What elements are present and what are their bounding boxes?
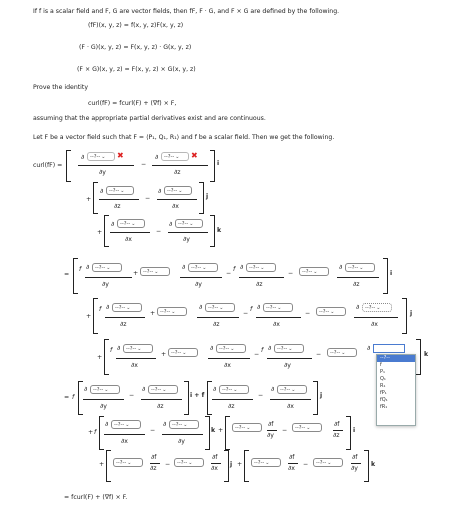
fraction-bar bbox=[211, 463, 221, 464]
right-bracket bbox=[205, 416, 210, 450]
fraction-bar bbox=[150, 463, 160, 464]
fraction-bar bbox=[197, 317, 239, 318]
answer-dropdown[interactable]: --?--⌄ bbox=[292, 423, 322, 432]
menu-option[interactable]: R₁ bbox=[380, 383, 386, 389]
fraction-bar bbox=[256, 317, 301, 318]
minus-sign: − bbox=[288, 270, 294, 277]
answer-dropdown[interactable]: --?--⌄ bbox=[117, 219, 145, 228]
unit-vector-j: j bbox=[206, 193, 209, 200]
fraction-bar bbox=[180, 277, 222, 278]
fraction-bar bbox=[212, 399, 253, 400]
partial-symbol: ∂ bbox=[199, 304, 203, 311]
denominator: ∂x bbox=[224, 362, 231, 369]
denominator: ∂x bbox=[211, 465, 218, 472]
fraction-bar bbox=[85, 277, 132, 278]
fraction-bar bbox=[78, 165, 134, 166]
answer-dropdown[interactable]: --?--⌄ bbox=[123, 344, 153, 353]
partial-f: ∂f bbox=[352, 454, 358, 461]
minus-sign: − bbox=[316, 351, 322, 358]
menu-option[interactable]: P₁ bbox=[380, 369, 386, 375]
denominator: ∂y bbox=[100, 403, 107, 410]
prove-label: Prove the identity bbox=[33, 84, 88, 91]
denominator: ∂x bbox=[121, 438, 128, 445]
answer-dropdown[interactable]: --?--⌄ bbox=[205, 303, 235, 312]
answer-dropdown[interactable]: --?--⌄ bbox=[164, 186, 192, 195]
denominator: ∂z bbox=[353, 281, 360, 288]
answer-dropdown[interactable]: --?--⌄ bbox=[274, 344, 304, 353]
plus-sign: + bbox=[150, 310, 156, 317]
unit-vector-k: k bbox=[371, 461, 376, 468]
identity-formula: curl(fF) = fcurl(F) + (∇f) × F, bbox=[88, 100, 177, 107]
answer-dropdown[interactable]: --?--⌄ bbox=[157, 307, 187, 316]
answer-dropdown[interactable]: --?--⌄ bbox=[113, 458, 143, 467]
left-bracket bbox=[207, 381, 212, 415]
left-bracket bbox=[225, 416, 230, 450]
right-bracket bbox=[199, 182, 204, 214]
minus-sign: − bbox=[150, 427, 156, 434]
menu-option[interactable]: Q₁ bbox=[380, 376, 386, 382]
partial-symbol: ∂ bbox=[356, 304, 360, 311]
left-bracket bbox=[99, 416, 104, 450]
scalar-f: f bbox=[94, 429, 97, 436]
fraction-bar bbox=[239, 277, 284, 278]
answer-dropdown[interactable]: --?--⌄ bbox=[345, 263, 375, 272]
answer-dropdown[interactable]: --?--⌄ bbox=[174, 458, 204, 467]
partial-f: ∂f bbox=[212, 454, 218, 461]
denominator: ∂y bbox=[99, 169, 106, 176]
answer-dropdown[interactable]: --?--⌄ bbox=[251, 458, 281, 467]
final-result: = fcurl(F) + (∇f) × F. bbox=[64, 494, 128, 501]
scalar-f: f bbox=[99, 306, 102, 313]
menu-option[interactable]: fP₁ bbox=[380, 390, 387, 396]
answer-dropdown[interactable]: --?--⌄ bbox=[219, 385, 249, 394]
setup-text: Let F be a vector field such that F = ⟨P₁, Q₁, R₁⟩ and f be a scalar field. Then we get the following. bbox=[33, 134, 335, 141]
denominator: ∂x bbox=[125, 236, 132, 243]
answer-dropdown[interactable]: --?--⌄ bbox=[299, 267, 329, 276]
left-bracket bbox=[73, 258, 78, 294]
fraction-bar bbox=[267, 430, 277, 431]
fraction-bar bbox=[354, 317, 398, 318]
denominator: ∂y bbox=[102, 281, 109, 288]
partial-symbol: ∂ bbox=[367, 345, 371, 352]
partial-symbol: ∂ bbox=[105, 421, 109, 428]
minus-sign: − bbox=[243, 310, 249, 317]
partial-symbol: ∂ bbox=[182, 264, 186, 271]
unit-vector-k: k bbox=[424, 351, 429, 358]
partial-symbol: ∂ bbox=[213, 386, 217, 393]
right-bracket bbox=[210, 215, 215, 247]
partial-symbol: ∂ bbox=[81, 154, 85, 161]
right-bracket bbox=[346, 416, 351, 450]
left-bracket bbox=[244, 450, 249, 482]
plus-sign: + bbox=[97, 229, 103, 236]
partial-symbol: ∂ bbox=[210, 345, 214, 352]
partial-f: ∂f bbox=[268, 421, 274, 428]
denominator: ∂z bbox=[157, 403, 164, 410]
fraction-bar bbox=[351, 463, 361, 464]
right-bracket bbox=[416, 339, 421, 375]
unit-vector-k: k bbox=[217, 227, 222, 234]
answer-dropdown[interactable]: --?--⌄ bbox=[92, 263, 122, 272]
plus-sign: + bbox=[133, 270, 139, 277]
denominator: ∂z bbox=[174, 169, 181, 176]
answer-dropdown[interactable]: --?--⌄ bbox=[327, 348, 357, 357]
partial-symbol: ∂ bbox=[268, 345, 272, 352]
plus-sign: + bbox=[88, 429, 94, 436]
partial-symbol: ∂ bbox=[169, 221, 173, 228]
curl-label: curl(fF) = bbox=[33, 162, 63, 169]
plus-sign: + bbox=[99, 461, 105, 468]
minus-sign: − bbox=[141, 161, 147, 168]
minus-sign: − bbox=[165, 461, 171, 468]
partial-f: ∂f bbox=[151, 454, 157, 461]
minus-sign: − bbox=[156, 228, 162, 235]
answer-dropdown[interactable]: --?--⌄ bbox=[246, 263, 276, 272]
definition-dot-product: (F · G)(x, y, z) = F(x, y, z) · G(x, y, z) bbox=[79, 44, 192, 51]
answer-dropdown[interactable]: --?--⌄ bbox=[313, 458, 343, 467]
scalar-f: f bbox=[72, 394, 75, 401]
answer-dropdown[interactable]: --?--⌄ bbox=[112, 303, 142, 312]
fraction-bar bbox=[116, 358, 156, 359]
denominator: ∂z bbox=[213, 321, 220, 328]
plus-sign: + bbox=[86, 313, 92, 320]
scalar-f: f bbox=[79, 266, 82, 273]
fraction-bar bbox=[162, 434, 203, 435]
answer-dropdown[interactable]: --?--⌄ bbox=[188, 263, 218, 272]
denominator: ∂z bbox=[120, 321, 127, 328]
left-bracket bbox=[104, 339, 109, 375]
fraction-bar bbox=[337, 277, 379, 278]
partial-symbol: ∂ bbox=[155, 154, 159, 161]
answer-dropdown[interactable]: --?--⌄ bbox=[148, 385, 178, 394]
minus-sign: − bbox=[129, 392, 135, 399]
left-bracket bbox=[104, 215, 109, 247]
partial-symbol: ∂ bbox=[158, 188, 162, 195]
incorrect-icon: ✖ bbox=[191, 151, 198, 160]
minus-sign: − bbox=[303, 461, 309, 468]
scalar-f: f bbox=[261, 347, 264, 354]
fraction-bar bbox=[104, 434, 145, 435]
right-bracket bbox=[313, 381, 318, 415]
denominator: ∂x bbox=[273, 321, 280, 328]
fraction-bar bbox=[168, 232, 208, 233]
fraction-bar bbox=[333, 430, 343, 431]
right-bracket bbox=[210, 150, 215, 182]
partial-symbol: ∂ bbox=[100, 188, 104, 195]
denominator: ∂x bbox=[172, 203, 179, 210]
denominator: ∂y bbox=[183, 236, 190, 243]
fraction-bar bbox=[152, 165, 208, 166]
unit-vector-j: j bbox=[230, 461, 233, 468]
answer-dropdown[interactable]: --?--⌄ bbox=[175, 219, 203, 228]
minus-sign: − bbox=[258, 392, 264, 399]
partial-symbol: ∂ bbox=[86, 264, 90, 271]
definition-cross-product: (F × G)(x, y, z) = F(x, y, z) × G(x, y, z) bbox=[77, 66, 196, 73]
denominator: ∂z bbox=[228, 403, 235, 410]
denominator: ∂x bbox=[287, 403, 294, 410]
left-bracket bbox=[78, 381, 83, 415]
incorrect-icon: ✖ bbox=[117, 151, 124, 160]
answer-dropdown[interactable]: --?--⌄ bbox=[161, 152, 189, 161]
scalar-f: f bbox=[250, 306, 253, 313]
answer-dropdown[interactable]: --?--⌄ bbox=[362, 303, 392, 312]
partial-symbol: ∂ bbox=[240, 264, 244, 271]
answer-dropdown[interactable]: --?--⌄ bbox=[277, 385, 307, 394]
menu-option[interactable]: f bbox=[380, 362, 382, 368]
unit-vector-k: k bbox=[211, 427, 216, 434]
denominator: ∂z bbox=[333, 432, 340, 439]
partial-symbol: ∂ bbox=[117, 345, 121, 352]
answer-dropdown[interactable]: --?--⌄ bbox=[90, 385, 120, 394]
fraction-bar bbox=[99, 199, 139, 200]
fraction-bar bbox=[270, 399, 311, 400]
answer-dropdown[interactable]: --?--⌄ bbox=[106, 186, 134, 195]
denominator: ∂x bbox=[131, 362, 138, 369]
minus-sign: − bbox=[305, 310, 311, 317]
denominator: ∂y bbox=[195, 281, 202, 288]
plus-sign: + bbox=[86, 196, 92, 203]
right-bracket bbox=[224, 450, 229, 482]
fraction-bar bbox=[110, 232, 150, 233]
answer-dropdown[interactable]: --?--⌄ bbox=[169, 420, 199, 429]
assumption-text: assuming that the appropriate partial derivatives exist and are continuous. bbox=[33, 115, 266, 122]
plus-sign: + bbox=[161, 351, 167, 358]
denominator: ∂y bbox=[351, 465, 358, 472]
minus-sign: − bbox=[282, 427, 288, 434]
fraction-bar bbox=[105, 317, 145, 318]
partial-f: ∂f bbox=[334, 421, 340, 428]
answer-dropdown[interactable]: --?--⌄ bbox=[140, 267, 170, 276]
right-bracket bbox=[184, 381, 189, 415]
fraction-bar bbox=[288, 463, 298, 464]
answer-dropdown[interactable]: --?--⌄ bbox=[168, 348, 198, 357]
i-plus-f: i + f bbox=[190, 392, 205, 399]
denominator: ∂y bbox=[284, 362, 291, 369]
answer-dropdown[interactable]: --?--⌄ bbox=[111, 420, 141, 429]
partial-symbol: ∂ bbox=[339, 264, 343, 271]
right-bracket bbox=[383, 258, 388, 294]
menu-option-placeholder[interactable]: --?-- bbox=[377, 355, 415, 362]
unit-vector-j: j bbox=[410, 310, 413, 317]
answer-dropdown[interactable]: --?--⌄ bbox=[263, 303, 293, 312]
left-bracket bbox=[93, 298, 98, 334]
left-bracket bbox=[93, 182, 98, 214]
fraction-bar bbox=[141, 399, 182, 400]
partial-f: ∂f bbox=[289, 454, 295, 461]
unit-vector-i: i bbox=[217, 160, 220, 167]
partial-symbol: ∂ bbox=[84, 386, 88, 393]
scalar-f: f bbox=[110, 347, 113, 354]
dropdown-menu[interactable] bbox=[376, 354, 416, 426]
left-bracket bbox=[106, 450, 111, 482]
minus-sign: − bbox=[254, 351, 260, 358]
fraction-bar bbox=[208, 358, 250, 359]
definition-scalar-product: (fF)(x, y, z) = f(x, y, z)F(x, y, z) bbox=[88, 22, 184, 29]
denominator: ∂z bbox=[114, 203, 121, 210]
partial-symbol: ∂ bbox=[106, 304, 110, 311]
active-dropdown[interactable] bbox=[373, 344, 405, 353]
menu-option[interactable]: fR₁ bbox=[380, 404, 388, 410]
partial-symbol: ∂ bbox=[163, 421, 167, 428]
fraction-bar bbox=[267, 358, 312, 359]
right-bracket bbox=[402, 298, 407, 334]
answer-dropdown[interactable]: --?--⌄ bbox=[87, 152, 115, 161]
unit-vector-i: i bbox=[390, 270, 393, 277]
right-bracket bbox=[364, 450, 369, 482]
answer-dropdown[interactable]: --?--⌄ bbox=[232, 423, 262, 432]
left-bracket bbox=[66, 150, 71, 182]
partial-symbol: ∂ bbox=[257, 304, 261, 311]
minus-sign: − bbox=[226, 270, 232, 277]
scalar-f: f bbox=[233, 266, 236, 273]
menu-option[interactable]: fQ₁ bbox=[380, 397, 388, 403]
denominator: ∂z bbox=[150, 465, 157, 472]
plus-sign: + bbox=[237, 461, 243, 468]
minus-sign: − bbox=[145, 195, 151, 202]
answer-dropdown[interactable]: --?--⌄ bbox=[216, 344, 246, 353]
denominator: ∂z bbox=[256, 281, 263, 288]
equals-sign: = bbox=[64, 394, 70, 401]
partial-symbol: ∂ bbox=[111, 221, 115, 228]
denominator: ∂x bbox=[288, 465, 295, 472]
partial-symbol: ∂ bbox=[142, 386, 146, 393]
unit-vector-j: j bbox=[320, 392, 323, 399]
denominator: ∂y bbox=[267, 432, 274, 439]
intro-text: If f is a scalar field and F, G are vector fields, then fF, F · G, and F × G are defined by the following. bbox=[33, 8, 340, 15]
fraction-bar bbox=[83, 399, 124, 400]
plus-sign: + bbox=[97, 354, 103, 361]
unit-vector-i: i bbox=[353, 427, 356, 434]
plus-sign: + bbox=[218, 427, 224, 434]
fraction-bar bbox=[157, 199, 197, 200]
denominator: ∂x bbox=[371, 321, 378, 328]
equals-sign: = bbox=[64, 271, 70, 278]
partial-symbol: ∂ bbox=[271, 386, 275, 393]
denominator: ∂y bbox=[178, 438, 185, 445]
answer-dropdown[interactable]: --?--⌄ bbox=[316, 307, 346, 316]
